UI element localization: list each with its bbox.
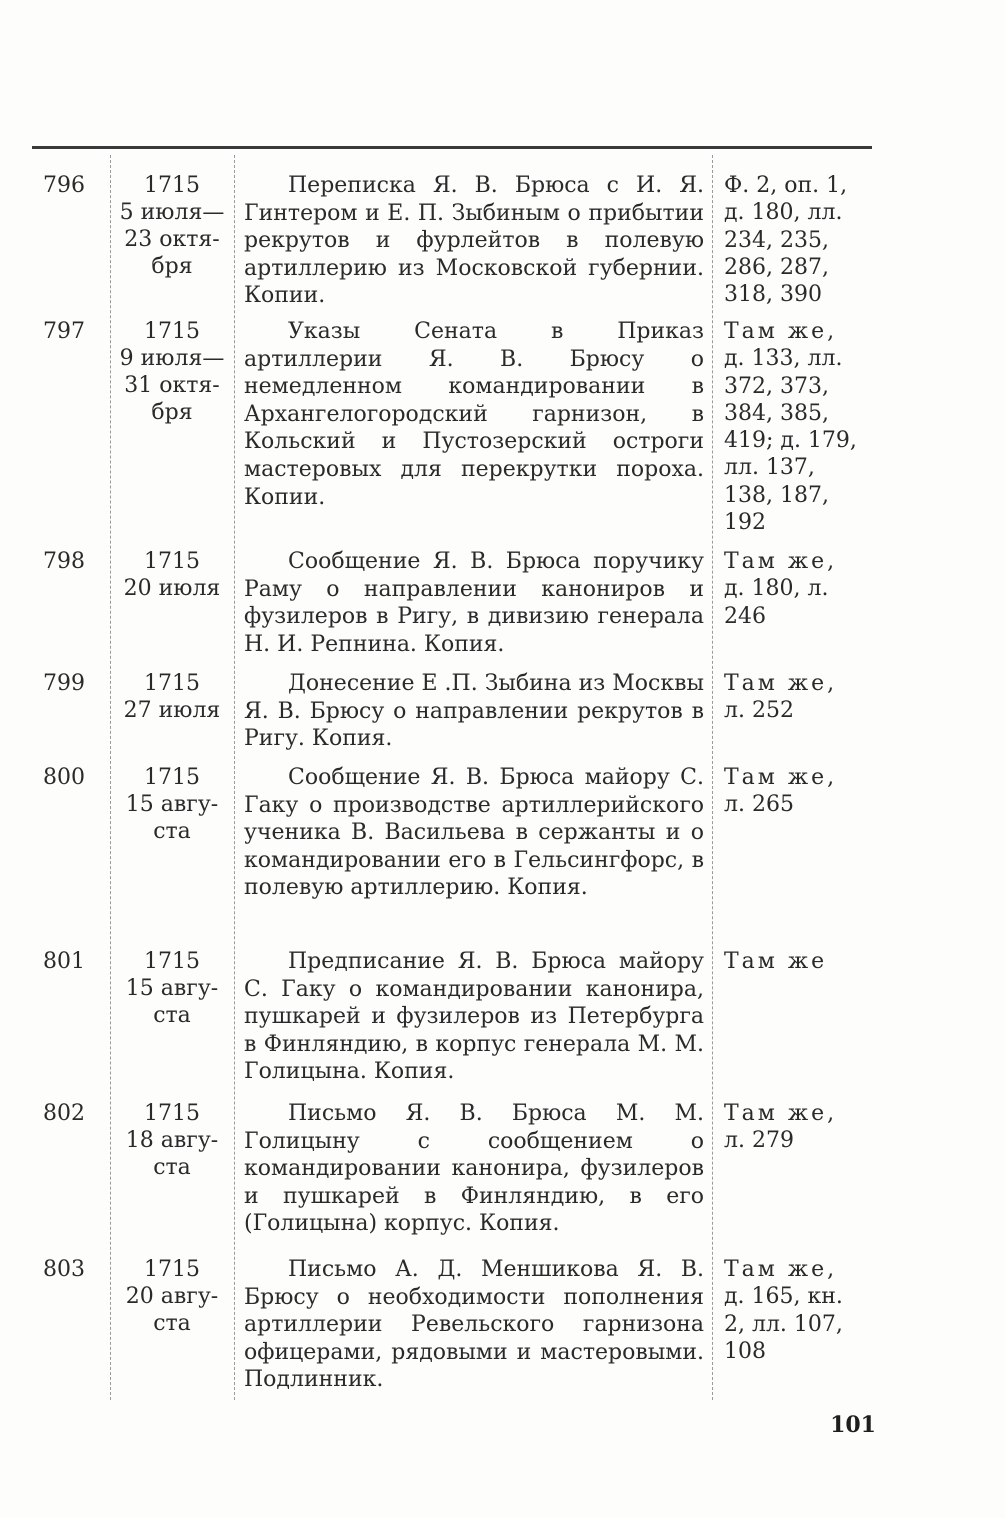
ref-line: 419; д. 179, bbox=[724, 428, 857, 454]
ref-line: 384, 385, bbox=[724, 400, 829, 426]
entry-year: 1715 bbox=[144, 949, 200, 974]
entry-reference bbox=[724, 1256, 874, 1365]
date-line: бря bbox=[151, 400, 193, 425]
entry-number: 800 bbox=[43, 765, 85, 790]
date-line: 9 июля— bbox=[119, 346, 225, 371]
entry-year: 1715 bbox=[144, 671, 200, 696]
entry-description: Сообщение Я. В. Брюса майору С. Гаку о производстве артиллерийского ученика В. Васильева в сержанты и о командировании его в Гельсингфорс, в полевую артиллерию. Копия. bbox=[244, 765, 704, 901]
entry-number: 799 bbox=[43, 671, 85, 696]
entry-description: Донесение Е .П. Зыбина из Москвы Я. В. Брюсу о направлении рекрутов в Ригу. Копия. bbox=[244, 671, 705, 752]
date-line: ста bbox=[153, 819, 191, 844]
ref-line: 246 bbox=[724, 603, 766, 629]
entry-date bbox=[112, 948, 232, 1029]
entry-year: 1715 bbox=[144, 1101, 200, 1126]
entry-reference bbox=[724, 1100, 874, 1155]
entry-year: 1715 bbox=[144, 549, 200, 574]
ref-line: 108 bbox=[724, 1338, 766, 1364]
entry-description: Письмо А. Д. Меншикова Я. В. Брюсу о необходимости пополнения артиллерии Ревельского гарнизона офицерами, рядовыми и мастеровыми. Подлинник. bbox=[244, 1257, 704, 1393]
entry-description: Письмо Я. В. Брюса М. М. Голицыну с сообщением о командировании канонира, фузилеров и пушкарей в Финляндию, в его (Голицына) корпус. Копия. bbox=[244, 1101, 704, 1237]
entry-reference bbox=[724, 172, 874, 308]
ref-line: Там же, bbox=[724, 1101, 838, 1126]
date-line: 15 авгу- bbox=[125, 976, 219, 1001]
entry-reference bbox=[724, 948, 874, 975]
date-line: 18 авгу- bbox=[125, 1128, 219, 1153]
date-line: 15 авгу- bbox=[125, 792, 219, 817]
date-line: 5 июля— bbox=[119, 200, 225, 225]
entry-reference bbox=[724, 670, 874, 725]
entry-reference bbox=[724, 548, 874, 630]
entry-reference bbox=[724, 318, 874, 536]
ref-line: лл. 137, bbox=[724, 455, 815, 481]
entry-date bbox=[112, 548, 232, 602]
page-number: 101 bbox=[830, 1412, 876, 1438]
ref-line: Там же bbox=[724, 949, 828, 974]
entry-date bbox=[112, 764, 232, 845]
entry-year: 1715 bbox=[144, 765, 200, 790]
entry-year: 1715 bbox=[144, 319, 200, 344]
entry-number: 797 bbox=[43, 319, 85, 344]
ref-line: л. 279 bbox=[724, 1128, 794, 1154]
ref-line: Там же, bbox=[724, 549, 838, 574]
entry-date bbox=[112, 670, 232, 724]
date-line: 31 октя- bbox=[124, 373, 220, 398]
ref-line: 372, 373, bbox=[724, 373, 829, 399]
entry-date bbox=[112, 1100, 232, 1181]
entry-date bbox=[112, 172, 232, 280]
ref-line: 138, 187, bbox=[724, 482, 829, 508]
date-line: ста bbox=[153, 1003, 191, 1028]
header-rule bbox=[32, 146, 872, 149]
entry-number: 803 bbox=[43, 1257, 85, 1282]
ref-line: д. 180, л. bbox=[724, 576, 829, 602]
date-line: ста bbox=[153, 1155, 191, 1180]
column-divider bbox=[234, 155, 235, 1400]
date-line: 27 июля bbox=[123, 698, 221, 723]
date-line: 23 октя- bbox=[124, 227, 220, 252]
date-line: бря bbox=[151, 254, 193, 279]
ref-line: Там же, bbox=[724, 1257, 838, 1282]
entry-date bbox=[112, 1256, 232, 1337]
entry-description: Предписание Я. В. Брюса майору С. Гаку о командировании канонира, пушкарей и фузилеров из Петербурга в Финляндию, в корпус генерала М. М. Голицына. Копия. bbox=[244, 949, 704, 1085]
column-divider bbox=[110, 155, 111, 1400]
ref-line: Там же, bbox=[724, 319, 838, 344]
entry-description: Сообщение Я. В. Брюса поручику Раму о направлении канониров и фузилеров в Ригу, в дивизию генерала Н. И. Репнина. Копия. bbox=[244, 549, 704, 657]
ref-line: 286, 287, bbox=[724, 254, 829, 280]
ref-line: Там же, bbox=[724, 671, 838, 696]
column-divider bbox=[712, 155, 713, 1400]
ref-line: 2, лл. 107, bbox=[724, 1311, 843, 1337]
entry-year: 1715 bbox=[144, 173, 200, 198]
ref-line: Там же, bbox=[724, 765, 838, 790]
entry-description: Указы Сената в Приказ артиллерии Я. В. Брюсу о немедленном командировании в Архангелогородский гарнизон, в Кольский и Пустозерский остроги мастеровых для перекрутки пороха. Копии. bbox=[244, 319, 704, 510]
entry-date bbox=[112, 318, 232, 426]
ref-line: 192 bbox=[724, 510, 766, 536]
entry-description: Переписка Я. В. Брюса с И. Я. Гинтером и Е. П. Зыбиным о прибытии рекрутов и фурлейтов в полевую артиллерию из Московской губернии. Копии. bbox=[244, 173, 704, 309]
date-line: 20 авгу- bbox=[125, 1284, 219, 1309]
entry-reference bbox=[724, 764, 874, 819]
ref-line: л. 252 bbox=[724, 698, 794, 724]
ref-line: д. 180, лл. bbox=[724, 200, 843, 226]
entry-number: 802 bbox=[43, 1101, 85, 1126]
entry-number: 798 bbox=[43, 549, 85, 574]
ref-line: 318, 390 bbox=[724, 282, 822, 308]
ref-line: 234, 235, bbox=[724, 227, 829, 253]
ref-line: Ф. 2, оп. 1, bbox=[724, 173, 848, 198]
ref-line: д. 165, кн. bbox=[724, 1284, 843, 1310]
entry-year: 1715 bbox=[144, 1257, 200, 1282]
entry-number: 801 bbox=[43, 949, 85, 974]
entry-number: 796 bbox=[43, 173, 85, 198]
date-line: ста bbox=[153, 1311, 191, 1336]
date-line: 20 июля bbox=[123, 576, 221, 601]
ref-line: л. 265 bbox=[724, 792, 794, 818]
ref-line: д. 133, лл. bbox=[724, 346, 843, 372]
